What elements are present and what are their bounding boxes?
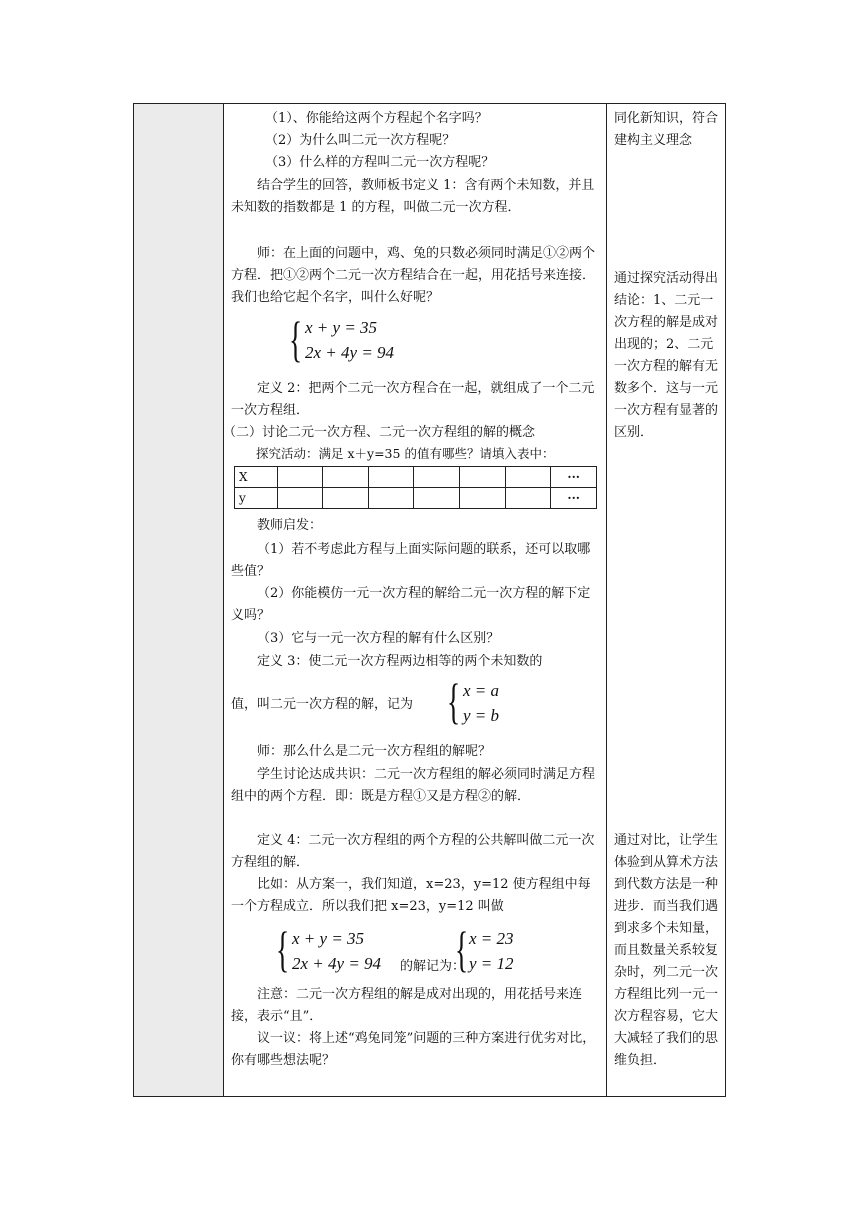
definition-3-line-2: 值，叫二元一次方程的解，记为 [231,697,414,712]
definition-2: 定义 2：把两个二元一次方程合在一起，就组成了一个二元一次方程组． [231,381,595,418]
table-cell [460,467,506,488]
example-text: 比如：从方案一，我们知道，x=23，y=12 使方程组中每一个方程成立．所以我们把 x=23，y=12 叫做 [231,877,591,914]
question-1: （1）、你能给这两个方程起个名字吗？ [265,111,488,126]
definition-4: 定义 4：二元一次方程组的两个方程的公共解叫做二元一次方程组的解． [231,833,595,870]
table-cell [414,488,460,509]
inspire-question-2: （2）你能模仿一元一次方程的解给二元一次方程的解下定义吗？ [231,586,591,623]
definition-1: 结合学生的回答，教师板书定义 1：含有两个未知数，并且未知数的指数都是 1 的方程，叫做二元一次方程． [231,178,595,215]
system1-equation-1: x + y = 35 [305,318,378,337]
table-cell [277,488,323,509]
table-cell [323,467,369,488]
lesson-table [133,103,726,1097]
column-divider [606,104,607,1096]
system2-equation-1: x + y = 35 [292,929,365,948]
side-note-2: 通过探究活动得出结论：1、二元一次方程的解是成对出现的；2、二元一次方程的解有无数多个．这与一元一次方程有显著的区别． [614,271,719,440]
row-label: y [235,488,278,509]
inspire-question-3: （3）它与一元一次方程的解有什么区别？ [257,631,500,646]
brace-icon: { [447,673,461,729]
solution2-x: x = 23 [469,929,514,948]
values-table [234,466,597,509]
section-2-heading: （二）讨论二元一次方程、二元一次方程组的解的概念 [223,425,536,440]
left-column [134,104,224,1096]
teacher-remark-1: 师：在上面的问题中，鸡、兔的只数必须同时满足①②两个方程．把①②两个二元一次方程结合在一起，用花括号来连接．我们也给它起个名字，叫什么好呢？ [231,246,596,305]
teacher-remark-2: 师：那么什么是二元一次方程组的解呢？ [257,744,492,759]
table-row [235,467,597,488]
solution2-y: y = 12 [469,954,514,973]
side-note-3: 通过对比，让学生体验到从算术方法到代数方法是一种进步．而当我们遇到求多个未知量，而且数量关系较复杂时，列二元一次方程组比列一元一次方程容易，它大大减轻了我们的思维负担． [614,833,719,1068]
table-cell [368,467,414,488]
teacher-inspiration: 教师启发： [257,518,323,533]
table-cell [505,488,551,509]
equation-system-1 [289,311,441,368]
solution-y: y = b [463,706,500,725]
system1-equation-2: 2x + 4y = 94 [305,343,395,362]
system2-equation-2: 2x + 4y = 94 [292,954,382,973]
table-cell [368,488,414,509]
ellipsis-cell: ··· [551,467,597,488]
definition-3-line-1: 定义 3：使二元一次方程两边相等的两个未知数的 [257,654,543,669]
table-cell [414,467,460,488]
discussion-prompt: 议一议：将上述“鸡兔同笼”问题的三种方案进行优劣对比，你有哪些想法呢？ [231,1031,596,1068]
solution-system [447,673,529,730]
ellipsis-cell: ··· [551,488,597,509]
side-note-1: 同化新知识，符合建构主义理念 [614,111,719,148]
question-2: （2）为什么叫二元一次方程呢？ [265,133,456,148]
table-cell [323,488,369,509]
equation-system-2 [276,921,588,978]
inspire-question-1: （1）若不考虑此方程与上面实际问题的联系，还可以取哪些值？ [231,542,591,579]
solution-label: 的解记为： [400,959,466,974]
row-label: X [235,467,278,488]
solution-x: x = a [463,681,500,700]
table-cell [277,467,323,488]
question-3: （3）什么样的方程叫二元一次方程呢？ [265,155,495,170]
brace-icon: { [276,921,290,977]
table-cell [505,467,551,488]
table-cell [460,488,506,509]
brace-icon: { [289,311,303,367]
activity-prompt: 探究活动：满足 x＋y=35 的值有哪些？请填入表中： [256,446,555,461]
student-consensus: 学生讨论达成共识：二元一次方程组的解必须同时满足方程组中的两个方程．即：既是方程①又是方程②的解． [231,767,596,804]
note-text: 注意：二元一次方程组的解是成对出现的，用花括号来连接，表示“且”． [231,987,583,1024]
brace-icon: { [455,921,469,977]
table-row [235,488,597,509]
